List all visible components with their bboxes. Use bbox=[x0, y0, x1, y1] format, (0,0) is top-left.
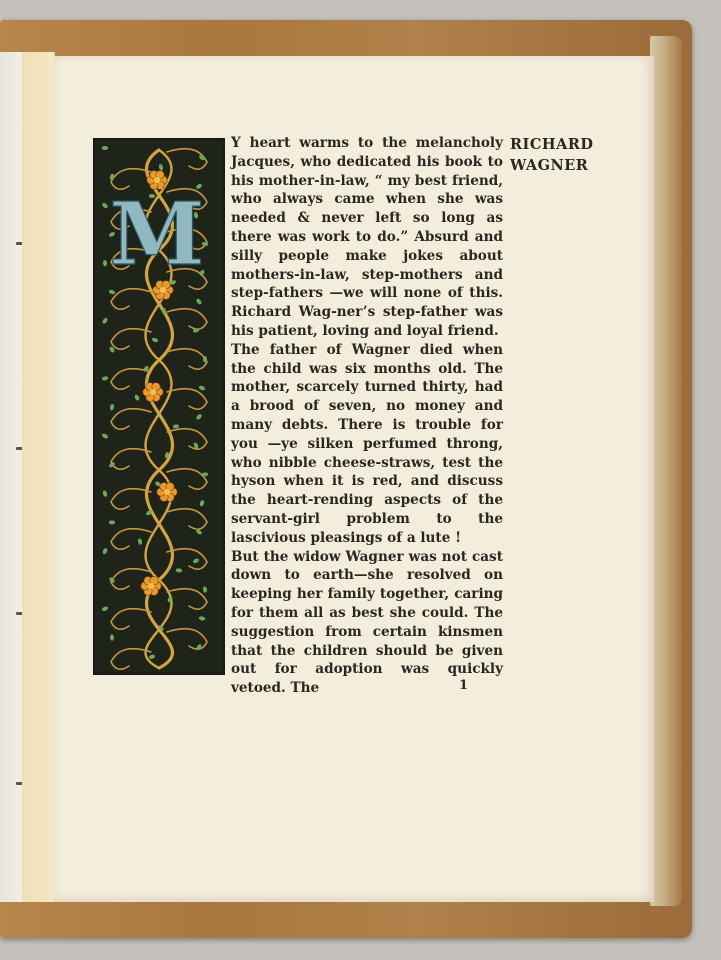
leaf-ornament bbox=[158, 164, 164, 171]
vine-tendril bbox=[111, 489, 151, 510]
paragraph: The father of Wagner died when the child was six months old. The mother, scarcely turned thirty, had a brood of seven, no money and many debts. There is trouble for you —ye silken perfumed throng, who nibble cheese-straws, test the hyson when it is red, and discuss the heart-rending aspects of the servant-girl problem to the lascivious pleasings of a lute ! bbox=[231, 341, 503, 546]
leaf-ornament bbox=[195, 298, 202, 306]
vine-tendril bbox=[167, 389, 207, 410]
vine-tendril bbox=[111, 449, 151, 470]
leaf-ornament bbox=[103, 260, 108, 267]
leaf-ornament bbox=[195, 413, 202, 420]
leaf-ornament bbox=[137, 538, 142, 545]
paragraph: But the widow Wagner was not cast down to earth—she resolved on keeping her family together, caring for them all as best she could. The suggestion from certain kinsmen that the children should be given out for adoption was quickly vetoed. The bbox=[231, 548, 503, 697]
vine-tendril bbox=[111, 409, 151, 430]
vine-tendril bbox=[167, 309, 207, 330]
leaf-ornament bbox=[203, 586, 208, 593]
margin-heading-line: RICHARD bbox=[510, 136, 594, 153]
leaf-ornament bbox=[110, 634, 114, 641]
drop-cap-letter: M bbox=[109, 184, 205, 285]
leaf-ornament bbox=[176, 568, 183, 573]
leaf-ornament bbox=[110, 404, 115, 411]
vine-tendril bbox=[167, 349, 207, 370]
leaf-ornament bbox=[173, 424, 180, 429]
leaf-ornament bbox=[102, 317, 109, 325]
flower-ornament bbox=[143, 383, 163, 402]
leaf-ornament bbox=[102, 490, 108, 497]
vine-tendril bbox=[111, 609, 151, 630]
leaf-ornament bbox=[198, 385, 205, 391]
page-edges bbox=[650, 36, 682, 906]
body-text bbox=[231, 134, 503, 698]
flower-ornament bbox=[157, 483, 177, 502]
leaf-ornament bbox=[101, 433, 109, 440]
paragraph: Y heart warms to the melancholy Jacques, who dedicated his book to his mother-in-law, “ my best friend, who always came when she was needed & never left so long as there was work to do.” Absurd and silly people make jokes about mothers-in-law, step-mothers and step-fathers —we will none of this. Richard Wag-ner’s step-father was his patient, loving and loyal friend. bbox=[231, 135, 503, 339]
leaf-ornament bbox=[148, 654, 155, 660]
margin-heading bbox=[510, 134, 593, 176]
vine-tendril bbox=[111, 289, 151, 310]
margin-heading-line: WAGNER bbox=[510, 157, 589, 174]
vine-tendril bbox=[167, 509, 207, 530]
vine-tendril bbox=[167, 589, 207, 610]
ornamental-vine-illustration bbox=[95, 140, 223, 673]
leaf-ornament bbox=[198, 616, 205, 621]
leaf-ornament bbox=[102, 547, 108, 554]
leaf-ornament bbox=[102, 146, 108, 150]
vine-tendril bbox=[111, 529, 151, 550]
leaf-ornament bbox=[101, 202, 108, 209]
flower-ornament bbox=[141, 577, 161, 596]
facing-page-edge bbox=[0, 52, 23, 902]
leaf-ornament bbox=[199, 500, 205, 507]
illuminated-initial bbox=[93, 138, 225, 675]
leaf-ornament bbox=[109, 520, 116, 524]
leaf-ornament bbox=[101, 376, 108, 381]
gutter bbox=[22, 52, 55, 902]
vine-tendril bbox=[111, 369, 151, 390]
page-number: 1 bbox=[459, 678, 469, 693]
leaf-ornament bbox=[108, 289, 115, 295]
leaf-ornament bbox=[151, 337, 158, 343]
leaf-ornament bbox=[192, 557, 200, 564]
leaf-ornament bbox=[134, 394, 141, 402]
leaf-ornament bbox=[101, 606, 108, 612]
